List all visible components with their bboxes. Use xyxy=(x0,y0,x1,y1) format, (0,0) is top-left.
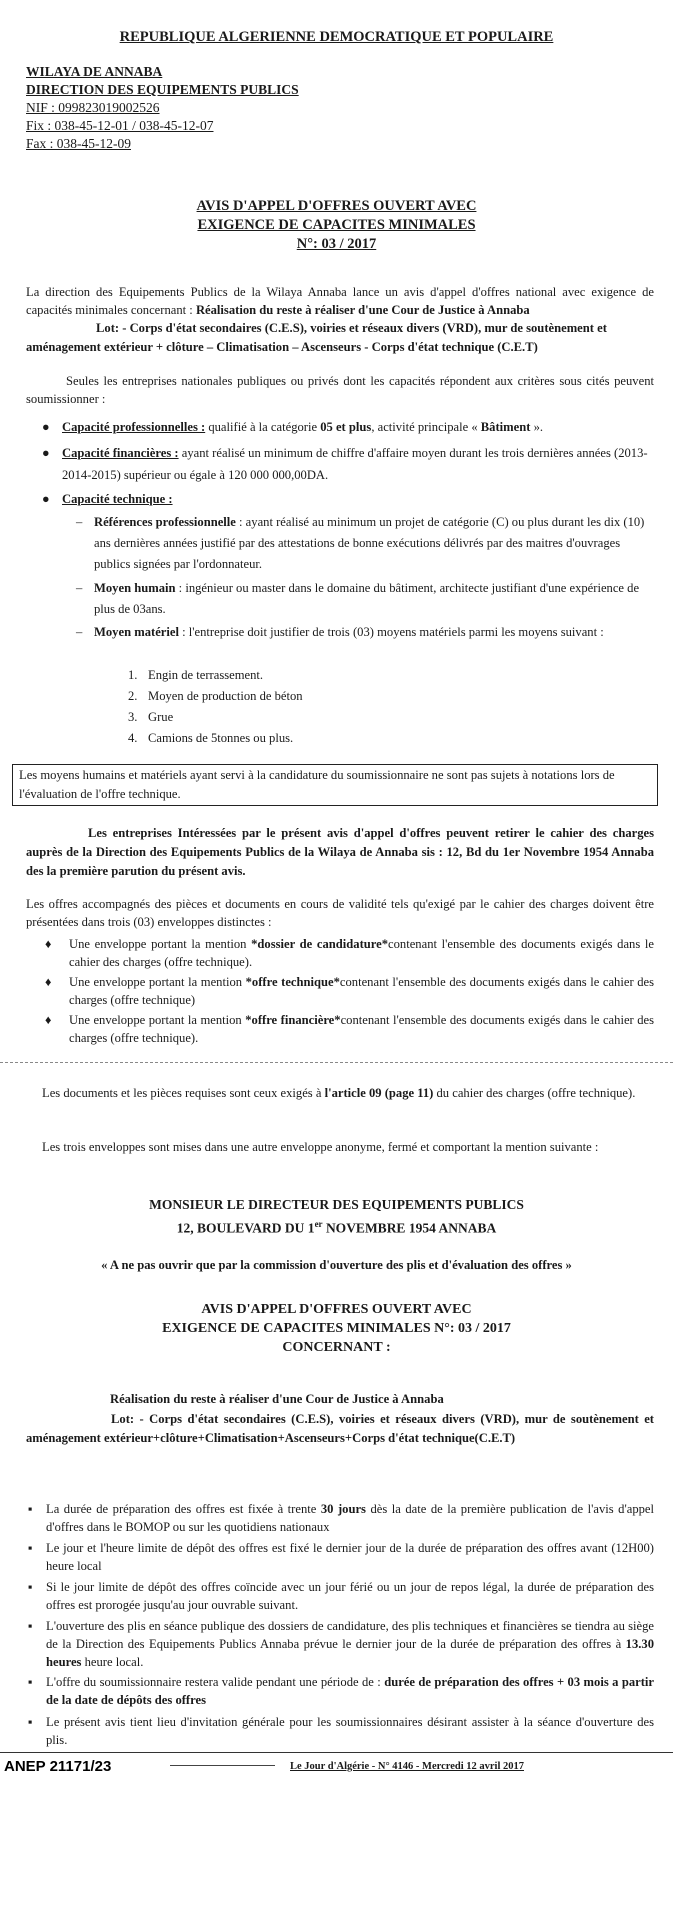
anep-reference: ANEP 21171/23 xyxy=(4,1758,112,1775)
envelope-item: ♦ Une enveloppe portant la mention *dossier de candidature*contenant l'ensemble des documents exigés dans le cahier des charges (offre technique). xyxy=(45,937,655,969)
bullet-icon: ● xyxy=(42,446,50,460)
eligibility-text: Seules les entreprises nationales publiques ou privés dont les capacités répondent aux critères sous cités peuvent soumissionner : xyxy=(26,374,654,406)
envelopes-intro: Les offres accompagnés des pièces et documents en cours de validité tels qu'exigé par le cahier des charges doivent être présentées dans trois (03) enveloppes distinctes : xyxy=(26,897,654,929)
term-item: ▪ La durée de préparation des offres est fixée à trente 30 jours dès la date de la première publication de l'avis d'appel d'offres dans le BOMOP ou sur les quotidiens nationaux xyxy=(28,1502,655,1534)
term-item: ▪ Si le jour limite de dépôt des offres coïncide avec un jour férié ou un jour de repos légal, la durée de préparation des offres est prorogée jusqu'au jour ouvrable suivant. xyxy=(28,1580,654,1612)
material-item: 1. Engin de terrassement. xyxy=(128,668,264,682)
square-bullet-icon: ▪ xyxy=(28,1715,33,1729)
title2-line-2: EXIGENCE DE CAPACITES MINIMALES N°: 03 / 2017 xyxy=(162,1321,511,1336)
envelope-item: ♦ Une enveloppe portant la mention *offre technique*contenant l'ensemble des documents exigés dans le cahier des charges (offre technique) xyxy=(45,975,654,1007)
title-line-2: EXIGENCE DE CAPACITES MINIMALES xyxy=(197,217,476,233)
capacity-pro: ● Capacité professionnelles : qualifié à la catégorie 05 et plus, activité principale « Bâtiment ». xyxy=(42,420,544,434)
capacity-tech: ● Capacité technique : xyxy=(42,492,173,506)
material-item: 4. Camions de 5tonnes ou plus. xyxy=(128,731,294,745)
diamond-bullet-icon: ♦ xyxy=(45,937,52,951)
envelope-item: ♦ Une enveloppe portant la mention *offre financière*contenant l'ensemble des documents exigés dans le cahier des charges (offre technique). xyxy=(45,1013,655,1045)
footer-rule xyxy=(0,1752,673,1753)
square-bullet-icon: ▪ xyxy=(28,1675,33,1689)
square-bullet-icon: ▪ xyxy=(28,1541,33,1555)
term-item: ▪ L'ouverture des plis en séance publique des dossiers de candidature, des plis techniques et financières se tiendra au siège de la Direction des Equipements Publics Annaba prévue le dernier jour de la durée de préparation des offres à 13.30 heures heure local. xyxy=(28,1619,654,1669)
title-line-1: AVIS D'APPEL D'OFFRES OUVERT AVEC xyxy=(196,198,477,214)
tech-material: – Moyen matériel : l'entreprise doit justifier de trois (03) moyens matériels parmi les moyens suivant : xyxy=(76,625,604,639)
tech-references: – Références professionnelle : ayant réalisé au minimum un projet de catégorie (C) ou plus durant les dix (10) ans dernières années justifié par des attestations de bonne exécutions délivrés par des maitres d'ouvrages publics signées par l'ordonnateur. xyxy=(76,515,645,571)
withdraw-paragraph: Les entreprises Intéressées par le présent avis d'appel d'offres peuvent retirer le cahier des charges auprès de la Direction des Equipements Publics de la Wilaya de Annaba sis : 12, Bd du 1er Novembre 1954 Annaba des la première parution du présent avis. xyxy=(26,826,654,878)
tech-human: – Moyen humain : ingénieur ou master dans le domaine du bâtiment, architecte justifiant d'une expérience de plus de 03ans. xyxy=(76,581,640,616)
term-item: ▪ Le présent avis tient lieu d'invitation générale pour les soumissionnaires désirant assister à la séance d'ouverture des plis. xyxy=(28,1715,654,1747)
square-bullet-icon: ▪ xyxy=(28,1619,33,1633)
title-number: N°: 03 / 2017 xyxy=(296,236,377,252)
outer-envelope-paragraph: Les trois enveloppes sont mises dans une autre enveloppe anonyme, fermé et comportant la mention suivante : xyxy=(42,1140,599,1154)
footer-line xyxy=(170,1765,275,1766)
diamond-bullet-icon: ♦ xyxy=(45,1013,52,1027)
nif: NIF : 099823019002526 xyxy=(26,100,160,115)
address-line-1: MONSIEUR LE DIRECTEUR DES EQUIPEMENTS PUBLICS xyxy=(149,1197,524,1212)
do-not-open-notice: « A ne pas ouvrir que par la commission d'ouverture des plis et d'évaluation des offres » xyxy=(101,1258,572,1272)
bullet-icon: ● xyxy=(42,420,50,434)
title2-line-3: CONCERNANT : xyxy=(282,1340,391,1355)
address-line-2: 12, BOULEVARD DU 1er NOVEMBRE 1954 ANNABA xyxy=(176,1219,497,1236)
concerning-project: Réalisation du reste à réaliser d'une Cour de Justice à Annaba xyxy=(110,1392,444,1406)
square-bullet-icon: ▪ xyxy=(28,1502,33,1516)
capacity-fin: ● Capacité financières : ayant réalisé un minimum de chiffre d'affaire moyen durant les trois dernières années (2013-2014-2015) supérieur ou égale à 120 000 000,00DA. xyxy=(62,442,654,486)
intro-lot: Lot: - Corps d'état secondaires (C.E.S), voiries et réseaux divers (VRD), mur de soutènement et aménagement extérieur + clôture – Climatisation – Ascenseurs - Corps d'état technique (C.E.T) xyxy=(26,321,607,354)
notice-text: Les moyens humains et matériels ayant servi à la candidature du soumissionnaire ne sont pas sujets à notations lors de l'évaluation de l'offre technique. xyxy=(19,768,615,801)
direction: DIRECTION DES EQUIPEMENTS PUBLICS xyxy=(26,82,299,97)
term-item: ▪ L'offre du soumissionnaire restera valide pendant une période de : durée de préparation des offres + 03 mois a partir de la date de dépôts des offres xyxy=(28,1675,654,1707)
title2-line-1: AVIS D'APPEL D'OFFRES OUVERT AVEC xyxy=(201,1302,472,1317)
square-bullet-icon: ▪ xyxy=(28,1580,33,1594)
concerning-lot: Lot: - Corps d'état secondaires (C.E.S), voiries et réseaux divers (VRD), mur de soutènement et aménagement extérieur+clôture+Climatisation+Ascenseurs+Corps d'état technique(C.E.T) xyxy=(26,1412,654,1445)
notice-box xyxy=(12,764,658,806)
material-item: 3. Grue xyxy=(128,710,174,724)
term-item: ▪ Le jour et l'heure limite de dépôt des offres est fixé le dernier jour de la durée de préparation des offres avant (12H00) heure local xyxy=(28,1541,654,1573)
bullet-icon: ● xyxy=(42,492,50,506)
wilaya: WILAYA DE ANNABA xyxy=(26,64,163,79)
diamond-bullet-icon: ♦ xyxy=(45,975,52,989)
journal-reference: Le Jour d'Algérie - N° 4146 - Mercredi 12 avril 2017 xyxy=(290,1761,524,1772)
docs-paragraph: Les documents et les pièces requises sont ceux exigés à l'article 09 (page 11) du cahier des charges (offre technique). xyxy=(42,1086,636,1100)
material-item: 2. Moyen de production de béton xyxy=(128,689,303,703)
fax: Fax : 038-45-12-09 xyxy=(26,136,131,151)
divider xyxy=(0,1062,673,1063)
fix-phone: Fix : 038-45-12-01 / 038-45-12-07 xyxy=(26,118,214,133)
republic-header: REPUBLIQUE ALGERIENNE DEMOCRATIQUE ET POPULAIRE xyxy=(119,29,554,45)
intro-paragraph: La direction des Equipements Publics de la Wilaya Annaba lance un avis d'appel d'offres national avec exigence de capacités minimales concernant : Réalisation du reste à réaliser d'une Cour de Justice à Annaba xyxy=(26,285,654,317)
